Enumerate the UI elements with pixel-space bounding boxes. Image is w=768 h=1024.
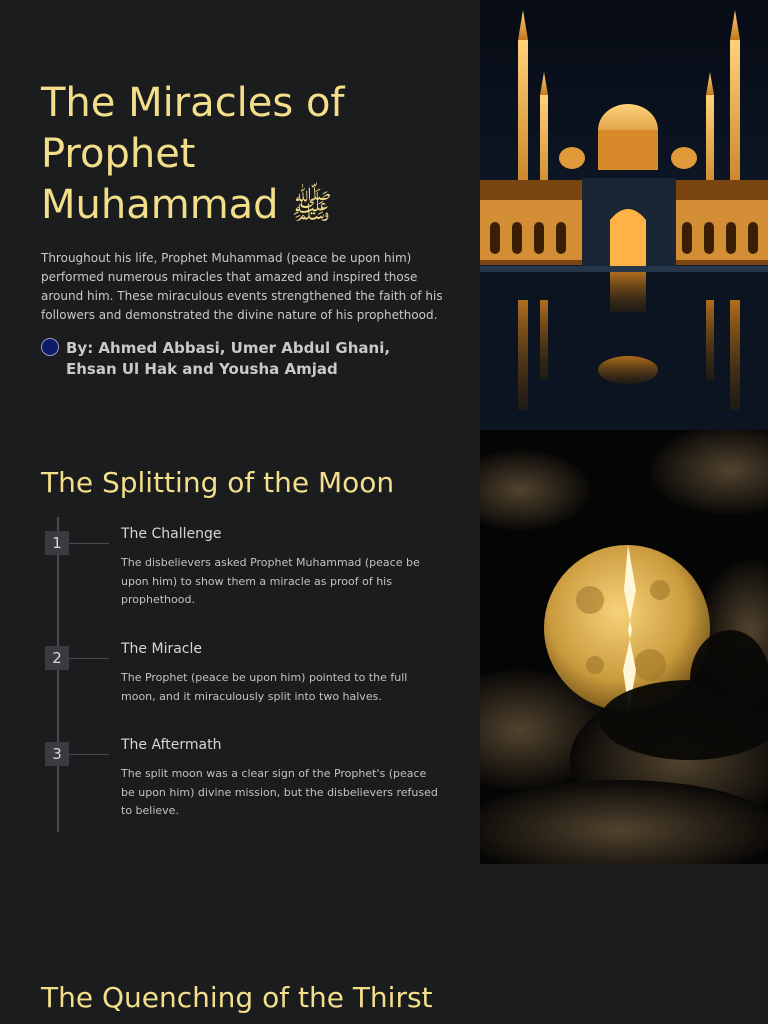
step-description: The disbelievers asked Prophet Muhammad (peace be upon him) to show them a miracle as proof of his prophethood. bbox=[121, 556, 420, 606]
intro-paragraph: Throughout his life, Prophet Muhammad (peace be upon him) performed numerous miracles that amazed and inspired those around him. These miraculous events strengthened the faith of his followers and demonstrated the divine nature of his prophethood. bbox=[41, 251, 443, 322]
step-connector bbox=[69, 658, 109, 659]
step-number-badge: 3 bbox=[45, 742, 69, 766]
section-heading-thirst: The Quenching of the Thirst bbox=[41, 981, 433, 1014]
step-title: The Miracle bbox=[121, 641, 202, 657]
author-avatar bbox=[41, 338, 59, 356]
split-moon-image bbox=[480, 430, 768, 864]
byline bbox=[41, 338, 441, 380]
authors-text: By: Ahmed Abbasi, Umer Abdul Ghani, Ehsan Ul Hak and Yousha Amjad bbox=[66, 339, 391, 378]
mosque-night-image bbox=[480, 0, 768, 430]
step-title: The Challenge bbox=[121, 526, 222, 542]
step-connector bbox=[69, 543, 109, 544]
step-number-badge: 2 bbox=[45, 646, 69, 670]
step-description: The split moon was a clear sign of the Prophet's (peace be upon him) divine mission, but the disbelievers refused to believe. bbox=[121, 767, 438, 817]
honorific-glyph: ﷺ bbox=[291, 187, 333, 227]
step-connector bbox=[69, 754, 109, 755]
section-heading-moon: The Splitting of the Moon bbox=[41, 466, 395, 499]
step-number-badge: 1 bbox=[45, 531, 69, 555]
step-description: The Prophet (peace be upon him) pointed to the full moon, and it miraculously split into two halves. bbox=[121, 671, 408, 703]
page-title-text: The Miracles of Prophet Muhammad bbox=[41, 80, 345, 228]
step-title: The Aftermath bbox=[121, 737, 222, 753]
timeline-line bbox=[57, 517, 59, 832]
page-title bbox=[41, 78, 441, 233]
